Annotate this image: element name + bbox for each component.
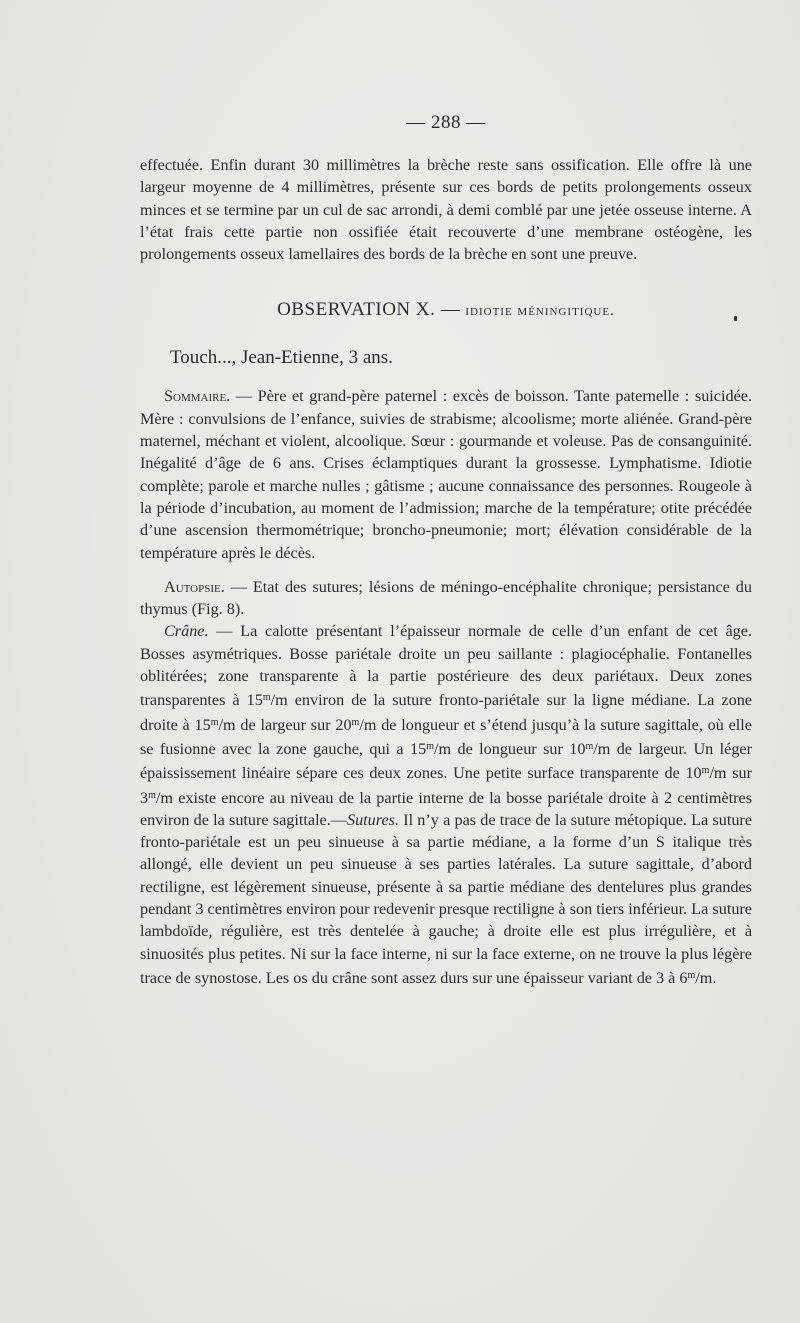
unit-sup: m bbox=[426, 740, 434, 752]
unit-den: /m bbox=[593, 739, 611, 758]
unit-sup: m bbox=[687, 969, 696, 981]
crane-paragraph bbox=[140, 620, 752, 989]
unit-den: /m bbox=[433, 739, 452, 758]
crane-text: de longueur sur 10 bbox=[451, 739, 586, 758]
crane-end: . bbox=[712, 968, 717, 987]
crane-text: Il n’y a pas de trace de la suture métopique. La suture fronto-pariétale est un peu sinueuse à sa partie médiane, a la forme d’un S italique très allongé, elle devient un peu sinueuse à ses parties latérales. La suture sagittale, d’abord rectiligne, est légèrement sinueuse, présente à sa partie médiane des dentelures plus grandes pendant 3 centimètres environ pour redevenir presque rectiligne à son tiers inférieur. La suture lambdoïde, régulière, est très dentelée à gauche; à droite elle est plus irrégulière, et à sinuosités plus petites. Ni sur la face interne, ni sur la face externe, on ne trouve la plus légère trace de synostose. Les os du crâne sont assez durs sur une épaisseur variant de 3 à 6 bbox=[140, 810, 752, 987]
observation-heading bbox=[140, 299, 752, 321]
continuation-paragraph: effectuée. Enfin durant 30 millimètres la brèche reste sans ossification. Elle offre là une largeur moyenne de 4 millimètres, présente sur ces bords de petits prolongements osseux minces et se termine par un cul de sac arrondi, à demi comblé par une jetée osseuse interne. A l’état frais cette partie non ossifiée était recouverte d’une membrane ostéogène, les prolongements osseux lamellaires des bords de la brèche en sont une preuve. bbox=[140, 156, 752, 264]
unit-sup: m bbox=[701, 765, 710, 777]
crane-text: de largeur. Un léger épaississement linéaire sépare ces deux zones. Une petite surface transparente de 10 bbox=[140, 739, 752, 783]
unit-sup: m bbox=[210, 716, 219, 728]
observation-subtitle: idiotie méningitique. bbox=[465, 303, 615, 320]
unit-den: /m bbox=[709, 764, 727, 783]
unit-den: /m bbox=[155, 788, 173, 807]
unit-sup: m bbox=[351, 716, 360, 728]
patient-line: Touch..., Jean-Etienne, 3 ans. bbox=[170, 347, 393, 369]
observation-title: OBSERVATION X. — bbox=[277, 299, 461, 321]
crane-text: environ de la suture fronto-pariétale sur la ligne médiane. La zone droite à 15 bbox=[140, 691, 752, 734]
sommaire-label: Sommaire. bbox=[164, 387, 231, 406]
crane-label: Crâne. bbox=[164, 622, 209, 641]
sommaire-paragraph bbox=[140, 385, 752, 563]
page-number: — 288 — bbox=[406, 112, 486, 133]
autopsie-text: — Etat des sutures; lésions de méningo-encéphalite chronique; persistance du thymus (Fig. 8). bbox=[140, 577, 752, 619]
unit-den: /m bbox=[218, 715, 236, 734]
unit-den: /m bbox=[270, 691, 288, 710]
crane-text: — La calotte présentant l’épaisseur normale de celle d’un enfant de cet âge. Bosses asymétriques. Bosse pariétale droite un peu saillante : plagiocéphalie. Fontanelles oblitérées; zone transparente à la partie postérieure des deux pariétaux. Deux zones transparentes à 15 bbox=[140, 622, 752, 710]
sommaire-text: — Père et grand-père paternel : excès de boisson. Tante paternelle : suicidée. Mère : convulsions de l’enfance, suivies de strabisme; alcoolisme; morte aliénée. Grand-père maternel, méchant et violent, alcoolique. Sœur : gourmande et voleuse. Pas de consanguinité. Inégalité d’âge de 6 ans. Crises éclamptiques durant la grossesse. Lymphatisme. Idiotie complète; parole et marche nulles ; gâtisme ; aucune connaissance des personnes. Rougeole à la période d’incubation, au moment de l’admission; marche de la température; otite précédée d’une ascension thermométrique; broncho-pneumonie; mort; élévation considérable de la température après le décès. bbox=[140, 387, 752, 562]
unit-den: /m bbox=[359, 715, 377, 734]
unit-sup: m bbox=[262, 692, 271, 704]
crane-text: sur 3 bbox=[140, 764, 752, 807]
unit-sup: m bbox=[585, 740, 594, 752]
page bbox=[140, 112, 752, 989]
autopsie-paragraph bbox=[140, 576, 752, 621]
autopsie-label: Autopsie. bbox=[164, 577, 225, 596]
crane-text: de largeur sur 20 bbox=[235, 715, 352, 734]
unit-sup: m bbox=[148, 789, 156, 801]
unit-den: /m bbox=[695, 968, 713, 987]
crane-text: de longueur et s’étend jusqu’à la suture sagittale, où elle se fusionne avec la zone gauche, qui a 15 bbox=[140, 715, 752, 758]
sutures-label: Sutures. bbox=[346, 810, 399, 829]
crane-text: existe encore au niveau de la partie interne de la bosse pariétale droite à 2 centimètres environ de la suture sagittale.— bbox=[140, 788, 752, 829]
